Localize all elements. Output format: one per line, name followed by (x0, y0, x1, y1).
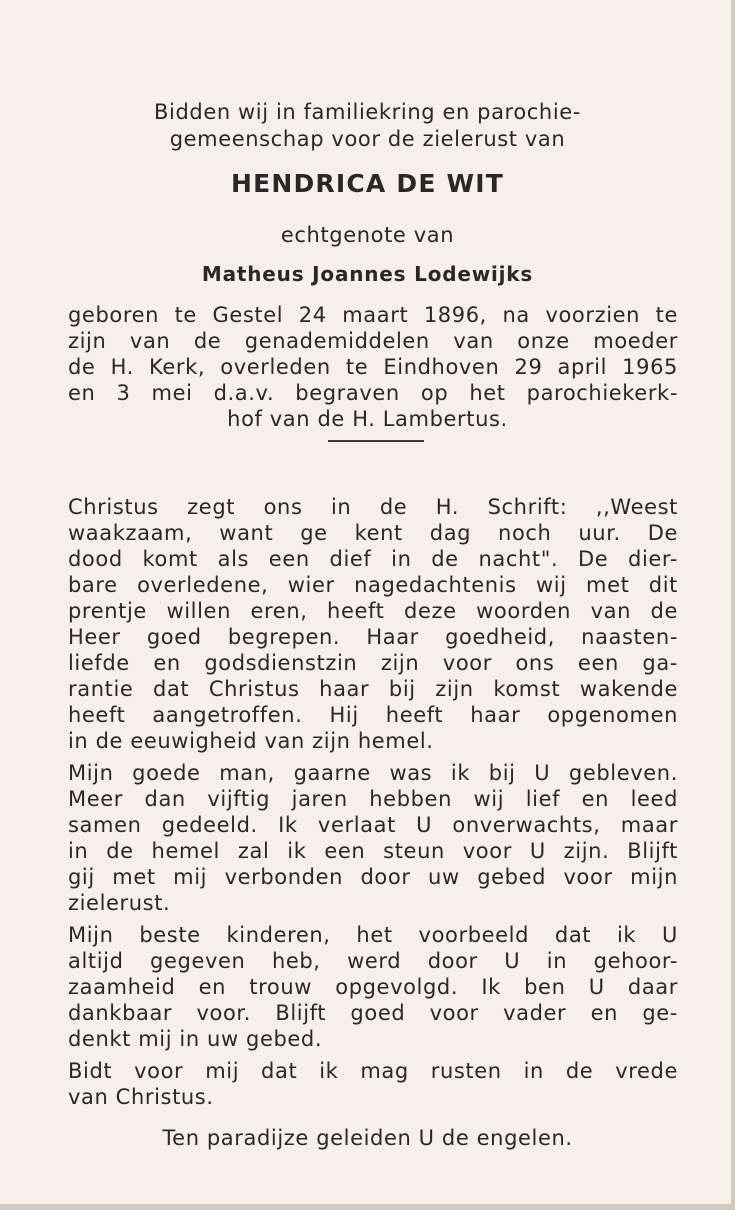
biography-line: zijn van de genademiddelen van onze moeder (68, 329, 678, 353)
text-line: altijd gegeven heb, werd door U in gehoor- (68, 949, 678, 973)
text-line: Mijn goede man, gaarne was ik bij U gebleven. (68, 761, 678, 785)
text-line: zielerust. (68, 891, 171, 915)
header-line-2: gemeenschap voor de zielerust van (169, 127, 566, 151)
text-line: Christus zegt ons in de H. Schrift: ,,Weest (68, 495, 678, 519)
text-line: waakzaam, want ge kent dag noch uur. De (68, 521, 678, 545)
deceased-name: HENDRICA DE WIT (230, 169, 505, 198)
divider (328, 440, 424, 442)
text-line: gij met mij verbonden door uw gebed voor mijn (68, 865, 678, 889)
closing-line: Ten paradijze geleiden U de engelen. (162, 1126, 573, 1150)
text-line: bare overledene, wier nagedachtenis wij met dit (68, 573, 678, 597)
header-line-1: Bidden wij in familiekring en parochie- (154, 100, 581, 124)
text-line: Bidt voor mij dat ik mag rusten in de vrede (68, 1059, 678, 1083)
text-line: zaamheid en trouw opgevolgd. Ik ben U daar (68, 975, 678, 999)
spouse-name: Matheus Joannes Lodewijks (201, 262, 534, 286)
text-line: dood komt als een dief in de nacht". De dier- (68, 547, 678, 571)
text-line: rantie dat Christus haar bij zijn komst wakende (68, 677, 678, 701)
biography-line: geboren te Gestel 24 maart 1896, na voorzien te (68, 303, 678, 327)
text-line: Meer dan vijftig jaren hebben wij lief en leed (68, 787, 678, 811)
spouse-intro: echtgenote van (280, 223, 455, 247)
biography-line: de H. Kerk, overleden te Eindhoven 29 april 1965 (68, 355, 678, 379)
text-line: dankbaar voor. Blijft goed voor vader en ge- (68, 1001, 678, 1025)
text-line: denkt mij in uw gebed. (68, 1027, 323, 1051)
biography-line: hof van de H. Lambertus. (227, 407, 508, 431)
text-line: in de hemel zal ik een steun voor U zijn. Blijft (68, 839, 678, 863)
text-line: prentje willen eren, heeft deze woorden van de (68, 599, 678, 623)
text-line: samen gedeeld. Ik verlaat U onverwachts, maar (68, 813, 678, 837)
text-line: in de eeuwigheid van zijn hemel. (68, 729, 434, 753)
text-line: van Christus. (68, 1085, 214, 1109)
text-line: Heer goed begrepen. Haar goedheid, naasten- (68, 625, 678, 649)
text-line: Mijn beste kinderen, het voorbeeld dat ik U (68, 923, 678, 947)
text-line: liefde en godsdienstzin zijn voor ons een ga- (68, 651, 678, 675)
biography-line: en 3 mei d.a.v. begraven op het parochiekerk- (68, 381, 678, 405)
text-line: heeft aangetroffen. Hij heeft haar opgenomen (68, 703, 678, 727)
